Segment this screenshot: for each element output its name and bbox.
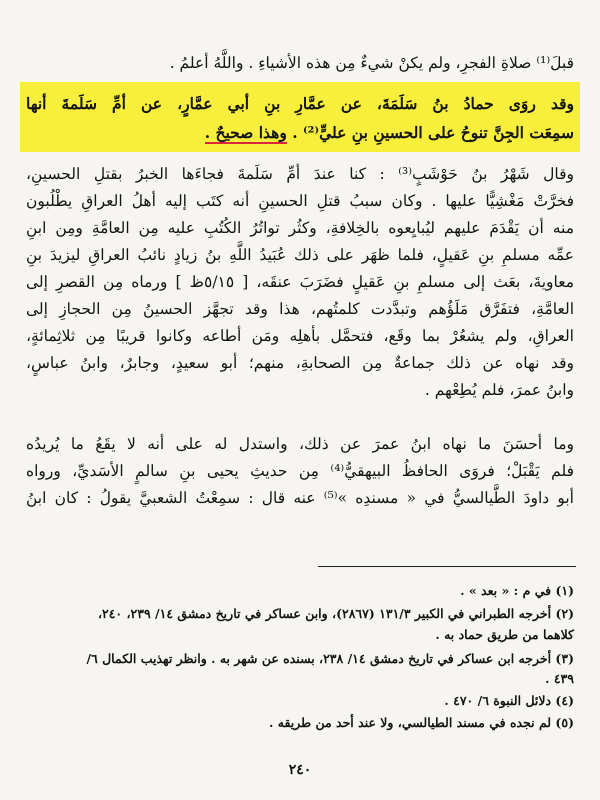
body-line-8: معاويةَ، بعَث إلى مسلمِ بنِ عَقيلٍ فضَرَبَ عنقَه، [ ٥/١٥ظ ] ورماه مِن القصرِ إلى bbox=[26, 273, 575, 291]
body-line-6: منه أن يَقْدَمَ عليهم ليُبايِعوه بالخِلافةِ، وكثُر تواتُرُ الكُتُبِ عليه مِن العامَّةِ ومِن ابنِ bbox=[26, 219, 574, 237]
footnote-3: (٣) أخرجه ابن عساكر في تاريخ دمشق ١٤/ ٢٣٨، بسنده عن شهر به . وانظر تهذيب الكمال ٦/ bbox=[86, 651, 574, 666]
body-line-11: وقد نهاه عن ذلك جماعةٌ مِن الصحابةِ، منهم؛ أبو سعيدٍ، وجابرٌ، وابنُ عباسٍ، bbox=[26, 354, 574, 372]
body-line-9: العامَّةِ، فتفَرَّق مَلَؤُهم وتبدَّدت كلمتُهم، هذا وقد تجهَّز الحسينُ مِن الحجازِ إلى bbox=[26, 300, 574, 318]
footnote-separator bbox=[318, 566, 576, 567]
body-line-4: وقال شَهْرُ بنُ حَوْشَبٍ⁽³⁾ : كنا عندَ أمِّ سَلَمةَ فجاءَها الخبرُ بقتلِ الحسينِ، bbox=[26, 165, 574, 183]
body-line-14: فلم يَقْبَلْ؛ فروَى الحافظُ البيهقيُّ⁽⁴⁾ مِن حديثِ يحيى بنِ سالمٍ الأسَديِّ، ورواه bbox=[26, 462, 574, 480]
body-line-13: وما أحسَنَ ما نهاه ابنُ عمرَ عن ذلك، واستدل له على أنه لا يقَعُ ما يُريدُه bbox=[26, 435, 574, 453]
body-line-3 bbox=[26, 122, 574, 144]
footnote-3-cont: ٤٣٩ . bbox=[545, 671, 574, 686]
page-number: ٢٤٠ bbox=[288, 762, 312, 778]
body-line-12: وابنُ عمرَ، فلم يُطِعْهم . bbox=[424, 381, 574, 399]
authenticity-note: وهذا صحيحٌ . bbox=[204, 123, 287, 142]
body-line-7: عمِّه مسلمِ بنِ عَقيلٍ، فلما ظهَر على ذلك عُبَيدُ اللَّهِ بنُ زيادٍ نائبُ العراقِ ليزيدَ بنِ bbox=[26, 246, 574, 264]
body-line-5: فخرَّتْ مَغْشِيًّا عليها . وكان سببُ قتلِ الحسينِ أنه كتَب إليه أهلُ العراقِ يطْلُبون bbox=[26, 192, 574, 210]
body-line-15: أبو داودَ الطَّيالسيُّ في « مسندِه »⁽⁵⁾ عنه قال : سمِعْتُ الشعبيَّ يقولُ : كان ابنُ bbox=[26, 489, 574, 507]
footnote-5: (٥) لم نجده في مسند الطيالسي، ولا عند أحد من طريقه . bbox=[269, 715, 574, 730]
footnote-2-cont: كلاهما من طريق حماد به . bbox=[435, 627, 574, 642]
footnote-2: (٢) أخرجه الطبراني في الكبير ١٣١/٣ (٢٨٦٧)، وابن عساكر في تاريخ دمشق ١٤/ ٢٣٩، ٢٤٠، bbox=[97, 606, 574, 621]
footnote-1: (١) في م : « بعد » . bbox=[460, 583, 574, 598]
footnote-4: (٤) دلائل النبوة ٦/ ٤٧٠ . bbox=[444, 693, 574, 708]
highlighted-sentence: سمِعَت الجِنَّ تنوحُ على الحسينِ بنِ عليٍّ⁽²⁾ . bbox=[292, 123, 574, 142]
body-line-2: وقد روَى حمادُ بنُ سَلَمَةَ، عن عمَّارِ بنِ أبي عمَّارٍ، عن أمِّ سَلَمةَ أنها bbox=[26, 94, 574, 113]
body-line-1: قبلَ⁽¹⁾ صلاةِ الفجرِ، ولم يكنْ شيءٌ مِن هذه الأشياءِ . واللَّهُ أعلمُ . bbox=[169, 54, 574, 72]
body-line-10: العراقِ، ولم يشعُرْ بما وقَع، فتحمَّل بأهلِه ومَن أطاعه وكانوا قريبًا مِن ثلاثِمائةٍ، bbox=[26, 327, 574, 345]
